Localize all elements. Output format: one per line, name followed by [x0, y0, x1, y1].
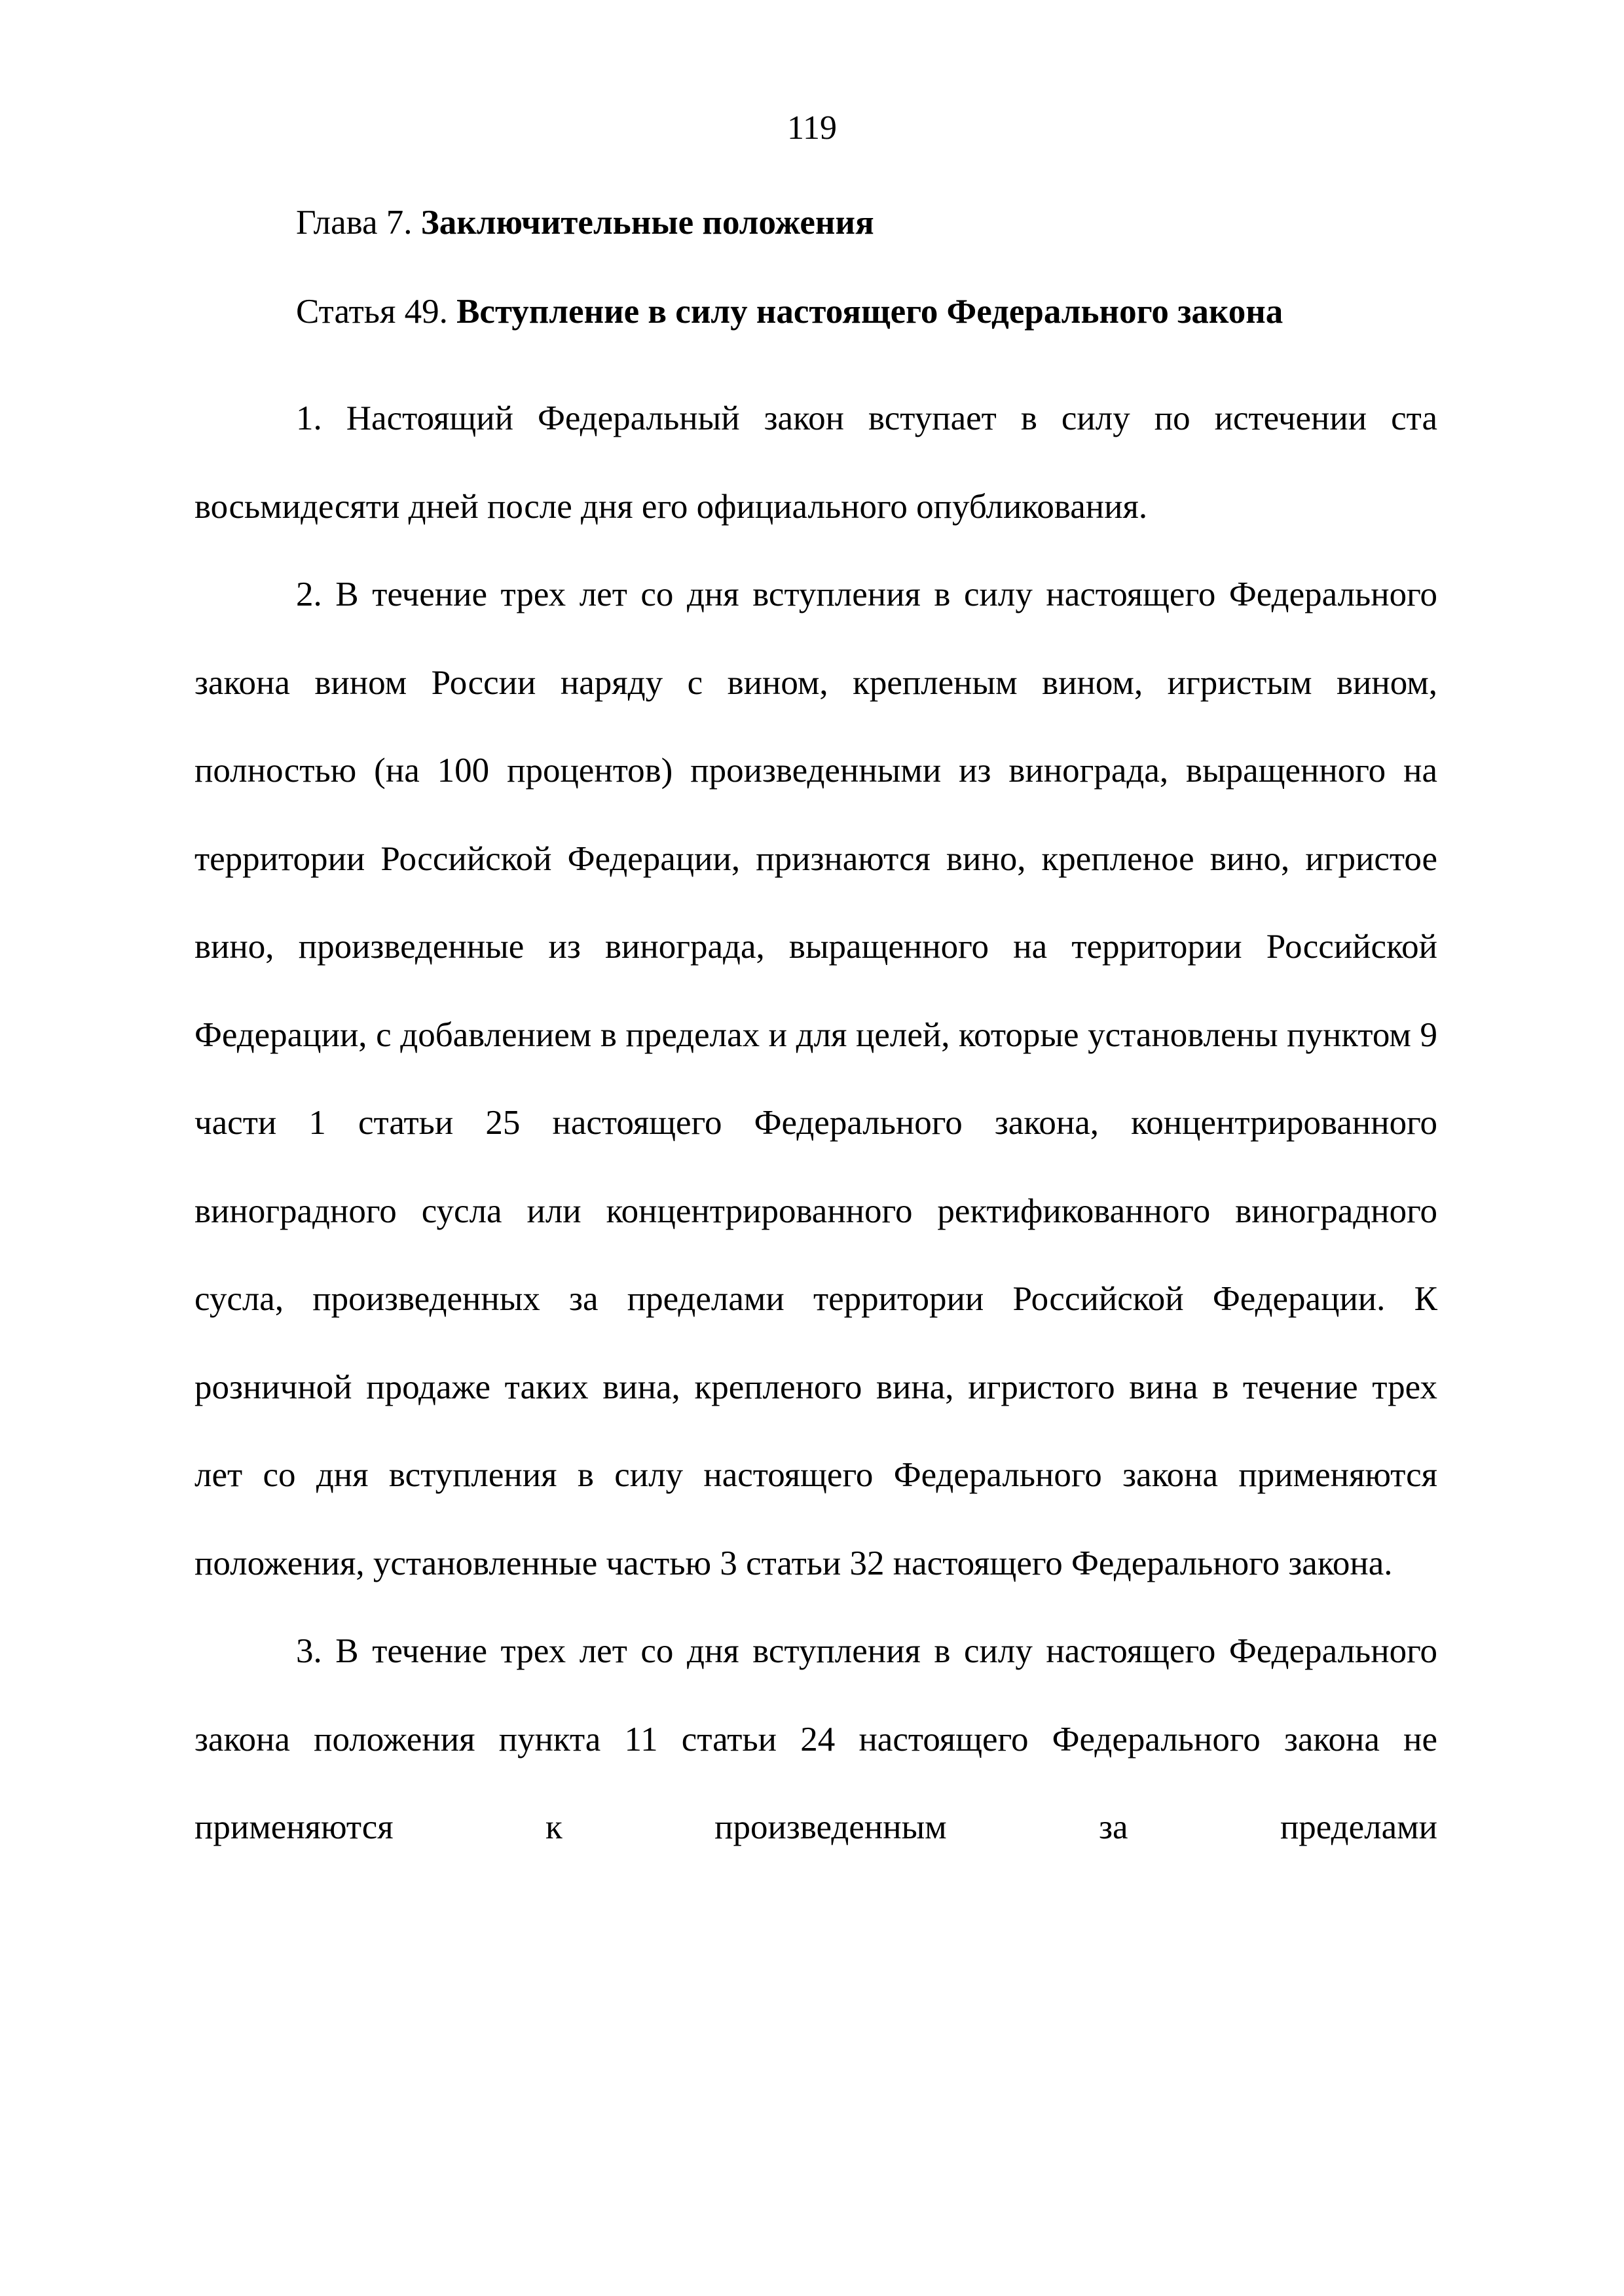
chapter-heading: [296, 199, 874, 246]
article-prefix: Статья 49.: [296, 293, 448, 331]
paragraph-2: 2. В течение трех лет со дня вступления в силу настоящего Федерального закона вином России наряду с вином, крепленым вином, игристым вином, полностью (на 100 процентов) произведенными из винограда, выращенного на территории Российской Федерации, признаются вино, крепленое вино, игристое вино, произведенные из винограда, выращенного на территории Российской Федерации, с добавлением в пределах и для целей, которые установлены пунктом 9 части 1 статьи 25 настоящего Федерального закона, концентрированного виноградного сусла или концентрированного ректификованного виноградного сусла, произведенных за пределами территории Российской Федерации. К розничной продаже таких вина, крепленого вина, игристого вина в течение трех лет со дня вступления в силу настоящего Федерального закона применяются положения, установленные частью 3 статьи 32 настоящего Федерального закона.: [194, 575, 1437, 1582]
chapter-title: Заключительные положения: [420, 204, 874, 242]
paragraph-1: 1. Настоящий Федеральный закон вступает в силу по истечении ста восьмидесяти дней после дня его официального опубликования.: [194, 399, 1437, 526]
page-number: 119: [786, 109, 838, 147]
chapter-prefix: Глава 7.: [296, 204, 413, 242]
article-heading: [296, 288, 1283, 335]
article-title: Вступление в силу настоящего Федерального закона: [456, 293, 1283, 331]
paragraph-3: 3. В течение трех лет со дня вступления в силу настоящего Федерального закона положения пункта 11 статьи 24 настоящего Федерального закона не применяются к произведенным за пределами: [194, 1632, 1437, 1846]
article-body: [194, 374, 1437, 1872]
